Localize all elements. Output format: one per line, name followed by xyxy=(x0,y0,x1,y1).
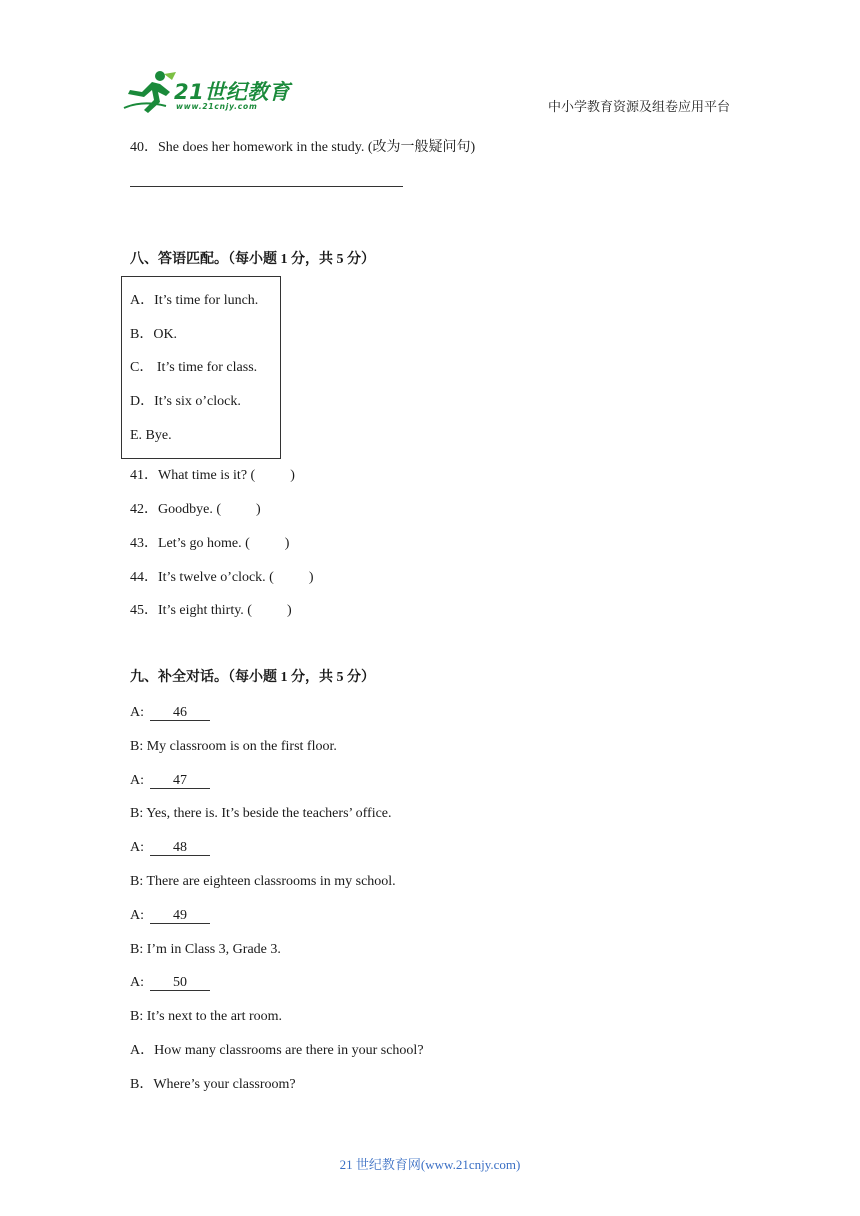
dialogue-line-50 xyxy=(130,974,210,992)
logo xyxy=(122,66,292,116)
answer-blank-47: 47 xyxy=(150,773,210,789)
dialogue-line-47 xyxy=(130,772,210,790)
speaker-label: A: xyxy=(130,975,144,990)
question-43: 43．Let’s go home. ( ) xyxy=(130,536,290,551)
dialogue-line: B: I’m in Class 3, Grade 3. xyxy=(130,942,281,957)
dialogue-line: B: My classroom is on the first floor. xyxy=(130,739,337,754)
answer-blank-49: 49 xyxy=(150,908,210,924)
option-b: B．OK. xyxy=(130,327,178,342)
question-42: 42．Goodbye. ( ) xyxy=(130,502,261,517)
option-c: C． It’s time for class. xyxy=(130,360,258,375)
option-e: E. Bye. xyxy=(130,428,172,443)
question-41: 41．What time is it? ( ) xyxy=(130,468,295,483)
dialogue-line-46 xyxy=(130,704,210,722)
section-8-heading: 八、答语匹配。（每小题 1 分，共 5 分） xyxy=(130,252,375,267)
choice-a: A．How many classrooms are there in your school? xyxy=(130,1043,424,1058)
answer-blank-50: 50 xyxy=(150,975,210,991)
footer-link[interactable]: 21 世纪教育网(www.21cnjy.com) xyxy=(339,1157,521,1172)
question-44: 44．It’s twelve o’clock. ( ) xyxy=(130,570,314,585)
dialogue-line-49 xyxy=(130,907,210,925)
answer-blank-46: 46 xyxy=(150,705,210,721)
question-40: 40．She does her homework in the study. (改为一般疑问句) xyxy=(130,140,476,155)
speaker-label: A: xyxy=(130,705,144,720)
question-45: 45．It’s eight thirty. ( ) xyxy=(130,603,292,618)
speaker-label: A: xyxy=(130,908,144,923)
platform-title: 中小学教育资源及组卷应用平台 xyxy=(547,99,730,114)
logo-text: 21世纪教育 xyxy=(174,80,291,104)
section-9-heading: 九、补全对话。（每小题 1 分，共 5 分） xyxy=(130,670,375,685)
dialogue-line: B: Yes, there is. It’s beside the teachers’ office. xyxy=(130,806,392,821)
answer-blank-48: 48 xyxy=(150,840,210,856)
option-d: D．It’s six o’clock. xyxy=(130,394,241,409)
choice-b: B．Where’s your classroom? xyxy=(130,1077,296,1092)
dialogue-line: B: It’s next to the art room. xyxy=(130,1009,283,1024)
answer-line xyxy=(130,186,403,187)
logo-url: www.21cnjy.com xyxy=(176,102,258,111)
speaker-label: A: xyxy=(130,773,144,788)
option-a: A．It’s time for lunch. xyxy=(130,293,259,308)
speaker-label: A: xyxy=(130,840,144,855)
runner-logo-icon xyxy=(122,70,178,114)
dialogue-line-48 xyxy=(130,839,210,857)
dialogue-line: B: There are eighteen classrooms in my school. xyxy=(130,874,396,889)
